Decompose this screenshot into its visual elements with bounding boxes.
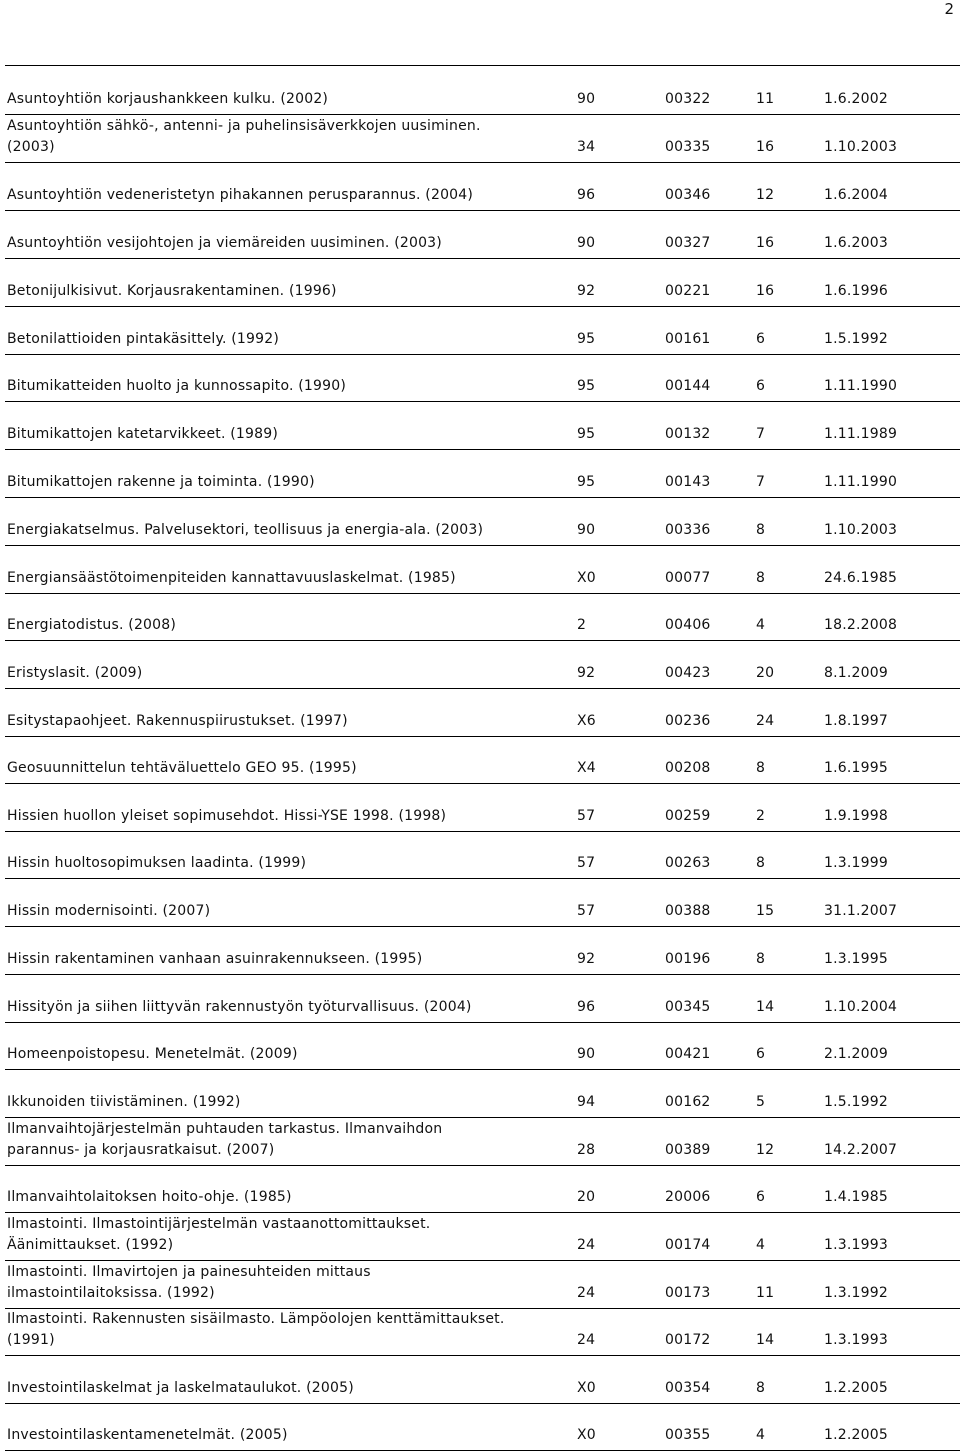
card-number: 00196 — [663, 927, 754, 975]
publication-title: Hissien huollon yleiset sopimusehdot. Hissi-YSE 1998. (1998) — [5, 784, 575, 832]
table-row — [5, 1309, 960, 1356]
card-number: 00335 — [663, 115, 754, 163]
card-number: 00345 — [663, 975, 754, 1023]
table-row — [5, 594, 960, 641]
page-count: 6 — [754, 1166, 822, 1213]
card-number: 00327 — [663, 211, 754, 259]
group-code: 24 — [575, 1309, 663, 1356]
publication-title: Energiakatselmus. Palvelusektori, teollisuus ja energia-ala. (2003) — [5, 498, 575, 546]
publication-date: 1.3.1992 — [822, 1261, 960, 1309]
card-number: 00263 — [663, 832, 754, 879]
table-row — [5, 546, 960, 594]
publication-title: Ilmanvaihtolaitoksen hoito-ohje. (1985) — [5, 1166, 575, 1213]
publication-title: Hissin modernisointi. (2007) — [5, 879, 575, 927]
group-code: 95 — [575, 450, 663, 498]
table-row — [5, 1023, 960, 1070]
table-row — [5, 1261, 960, 1309]
table-row — [5, 784, 960, 832]
card-number: 00132 — [663, 402, 754, 450]
publication-date: 1.2.2005 — [822, 1356, 960, 1404]
page-count: 15 — [754, 879, 822, 927]
card-number: 00389 — [663, 1118, 754, 1166]
group-code: 34 — [575, 115, 663, 163]
publication-date: 1.4.1985 — [822, 1166, 960, 1213]
publication-date: 31.1.2007 — [822, 879, 960, 927]
group-code: X0 — [575, 1356, 663, 1404]
publication-title: Homeenpoistopesu. Menetelmät. (2009) — [5, 1023, 575, 1070]
publication-date: 1.6.2003 — [822, 211, 960, 259]
publication-date: 1.5.1992 — [822, 307, 960, 355]
page-count: 12 — [754, 163, 822, 211]
publication-title: Ikkunoiden tiivistäminen. (1992) — [5, 1070, 575, 1118]
publication-date: 14.2.2007 — [822, 1118, 960, 1166]
publication-date: 1.2.2005 — [822, 1404, 960, 1451]
publication-date: 1.3.1995 — [822, 927, 960, 975]
card-number: 00172 — [663, 1309, 754, 1356]
card-number: 00143 — [663, 450, 754, 498]
page-count: 16 — [754, 211, 822, 259]
publication-date: 1.6.2002 — [822, 66, 960, 115]
publication-date: 18.2.2008 — [822, 594, 960, 641]
page-count: 6 — [754, 1023, 822, 1070]
page-count: 16 — [754, 115, 822, 163]
publication-title: Ilmastointi. Ilmavirtojen ja painesuhteiden mittaus ilmastointilaitoksissa. (1992) — [5, 1261, 575, 1309]
table-row — [5, 498, 960, 546]
table-row — [5, 975, 960, 1023]
page-count: 12 — [754, 1118, 822, 1166]
card-number: 00388 — [663, 879, 754, 927]
card-number: 00354 — [663, 1356, 754, 1404]
publication-date: 1.10.2003 — [822, 115, 960, 163]
page-count: 20 — [754, 641, 822, 689]
group-code: 96 — [575, 163, 663, 211]
publication-date: 1.10.2004 — [822, 975, 960, 1023]
group-code: 90 — [575, 498, 663, 546]
publication-title: Geosuunnittelun tehtäväluettelo GEO 95. (1995) — [5, 737, 575, 784]
table-row — [5, 641, 960, 689]
group-code: 57 — [575, 879, 663, 927]
group-code: 2 — [575, 594, 663, 641]
group-code: 95 — [575, 307, 663, 355]
group-code: 24 — [575, 1213, 663, 1261]
page-count: 4 — [754, 1213, 822, 1261]
card-number: 00421 — [663, 1023, 754, 1070]
publication-title: Investointilaskentamenetelmät. (2005) — [5, 1404, 575, 1451]
publication-title: Hissin huoltosopimuksen laadinta. (1999) — [5, 832, 575, 879]
card-number: 00336 — [663, 498, 754, 546]
card-number: 00221 — [663, 259, 754, 307]
page-count: 14 — [754, 1309, 822, 1356]
publication-title: Investointilaskelmat ja laskelmataulukot. (2005) — [5, 1356, 575, 1404]
publication-date: 1.11.1989 — [822, 402, 960, 450]
card-number: 00144 — [663, 355, 754, 402]
page-count: 8 — [754, 1356, 822, 1404]
publication-date: 1.5.1992 — [822, 1070, 960, 1118]
group-code: 95 — [575, 355, 663, 402]
page-count: 7 — [754, 402, 822, 450]
page-count: 6 — [754, 355, 822, 402]
group-code: 96 — [575, 975, 663, 1023]
card-number: 00355 — [663, 1404, 754, 1451]
card-number: 00322 — [663, 66, 754, 115]
table-row — [5, 1118, 960, 1166]
card-number: 00208 — [663, 737, 754, 784]
group-code: 20 — [575, 1166, 663, 1213]
publication-title: Ilmanvaihtojärjestelmän puhtauden tarkastus. Ilmanvaihdon parannus- ja korjausratkaisut. (2007) — [5, 1118, 575, 1166]
table-row — [5, 832, 960, 879]
publication-title: Eristyslasit. (2009) — [5, 641, 575, 689]
page-count: 6 — [754, 307, 822, 355]
group-code: X6 — [575, 689, 663, 737]
table-row — [5, 450, 960, 498]
table-row — [5, 211, 960, 259]
publication-title: Ilmastointi. Ilmastointijärjestelmän vastaanottomittaukset. Äänimittaukset. (1992) — [5, 1213, 575, 1261]
table-row — [5, 163, 960, 211]
publication-title: Betonilattioiden pintakäsittely. (1992) — [5, 307, 575, 355]
card-number: 20006 — [663, 1166, 754, 1213]
group-code: 28 — [575, 1118, 663, 1166]
table-row — [5, 737, 960, 784]
publication-title: Asuntoyhtiön vesijohtojen ja viemäreiden uusiminen. (2003) — [5, 211, 575, 259]
page-count: 8 — [754, 546, 822, 594]
publication-date: 1.6.2004 — [822, 163, 960, 211]
group-code: 90 — [575, 211, 663, 259]
publication-date: 1.9.1998 — [822, 784, 960, 832]
page-count: 4 — [754, 1404, 822, 1451]
table-row — [5, 1404, 960, 1451]
publication-date: 1.3.1993 — [822, 1309, 960, 1356]
group-code: 92 — [575, 641, 663, 689]
page-count: 24 — [754, 689, 822, 737]
table-row — [5, 115, 960, 163]
group-code: X4 — [575, 737, 663, 784]
page-number: 2 — [944, 0, 954, 18]
group-code: 90 — [575, 1023, 663, 1070]
card-number: 00406 — [663, 594, 754, 641]
publication-title: Asuntoyhtiön korjaushankkeen kulku. (2002) — [5, 66, 575, 115]
page-count: 8 — [754, 832, 822, 879]
publication-date: 1.10.2003 — [822, 498, 960, 546]
group-code: X0 — [575, 546, 663, 594]
table-row — [5, 879, 960, 927]
page-count: 7 — [754, 450, 822, 498]
publication-date: 2.1.2009 — [822, 1023, 960, 1070]
page-count: 8 — [754, 927, 822, 975]
publication-title: Bitumikatteiden huolto ja kunnossapito. (1990) — [5, 355, 575, 402]
group-code: 90 — [575, 66, 663, 115]
publication-title: Hissin rakentaminen vanhaan asuinrakennukseen. (1995) — [5, 927, 575, 975]
page-count: 11 — [754, 1261, 822, 1309]
publication-date: 1.11.1990 — [822, 355, 960, 402]
page-count: 16 — [754, 259, 822, 307]
card-number: 00174 — [663, 1213, 754, 1261]
card-number: 00259 — [663, 784, 754, 832]
table-row — [5, 1213, 960, 1261]
card-number: 00236 — [663, 689, 754, 737]
page-count: 4 — [754, 594, 822, 641]
table-row — [5, 927, 960, 975]
publication-title: Asuntoyhtiön sähkö-, antenni- ja puhelinsisäverkkojen uusiminen. (2003) — [5, 115, 575, 163]
publication-date: 24.6.1985 — [822, 546, 960, 594]
publication-date: 1.3.1993 — [822, 1213, 960, 1261]
page-count: 8 — [754, 737, 822, 784]
publication-date: 1.11.1990 — [822, 450, 960, 498]
page-count: 5 — [754, 1070, 822, 1118]
publication-date: 1.6.1996 — [822, 259, 960, 307]
table-row — [5, 1356, 960, 1404]
page-count: 2 — [754, 784, 822, 832]
publication-title: Hissityön ja siihen liittyvän rakennustyön työturvallisuus. (2004) — [5, 975, 575, 1023]
group-code: 57 — [575, 784, 663, 832]
publication-title: Bitumikattojen katetarvikkeet. (1989) — [5, 402, 575, 450]
card-number: 00162 — [663, 1070, 754, 1118]
group-code: 95 — [575, 402, 663, 450]
table-row — [5, 355, 960, 402]
group-code: 92 — [575, 927, 663, 975]
page-count: 11 — [754, 66, 822, 115]
publication-title: Bitumikattojen rakenne ja toiminta. (1990) — [5, 450, 575, 498]
publication-title: Energiansäästötoimenpiteiden kannattavuuslaskelmat. (1985) — [5, 546, 575, 594]
card-number: 00346 — [663, 163, 754, 211]
publication-title: Asuntoyhtiön vedeneristetyn pihakannen perusparannus. (2004) — [5, 163, 575, 211]
card-number: 00077 — [663, 546, 754, 594]
publication-title: Betonijulkisivut. Korjausrakentaminen. (1996) — [5, 259, 575, 307]
table-row — [5, 259, 960, 307]
table-row — [5, 307, 960, 355]
group-code: X0 — [575, 1404, 663, 1451]
publication-date: 1.8.1997 — [822, 689, 960, 737]
group-code: 57 — [575, 832, 663, 879]
card-number: 00161 — [663, 307, 754, 355]
table-row — [5, 1166, 960, 1213]
group-code: 92 — [575, 259, 663, 307]
publication-date: 8.1.2009 — [822, 641, 960, 689]
card-number: 00173 — [663, 1261, 754, 1309]
group-code: 94 — [575, 1070, 663, 1118]
table-row — [5, 1070, 960, 1118]
page-count: 14 — [754, 975, 822, 1023]
table-row — [5, 689, 960, 737]
table-row — [5, 66, 960, 115]
publication-date: 1.6.1995 — [822, 737, 960, 784]
table-body — [5, 66, 960, 1451]
table-row — [5, 402, 960, 450]
card-number: 00423 — [663, 641, 754, 689]
page-count: 8 — [754, 498, 822, 546]
group-code: 24 — [575, 1261, 663, 1309]
publication-title: Esitystapaohjeet. Rakennuspiirustukset. (1997) — [5, 689, 575, 737]
publication-table — [5, 65, 960, 1451]
publication-title: Ilmastointi. Rakennusten sisäilmasto. Lämpöolojen kenttämittaukset. (1991) — [5, 1309, 575, 1356]
publication-date: 1.3.1999 — [822, 832, 960, 879]
publication-title: Energiatodistus. (2008) — [5, 594, 575, 641]
